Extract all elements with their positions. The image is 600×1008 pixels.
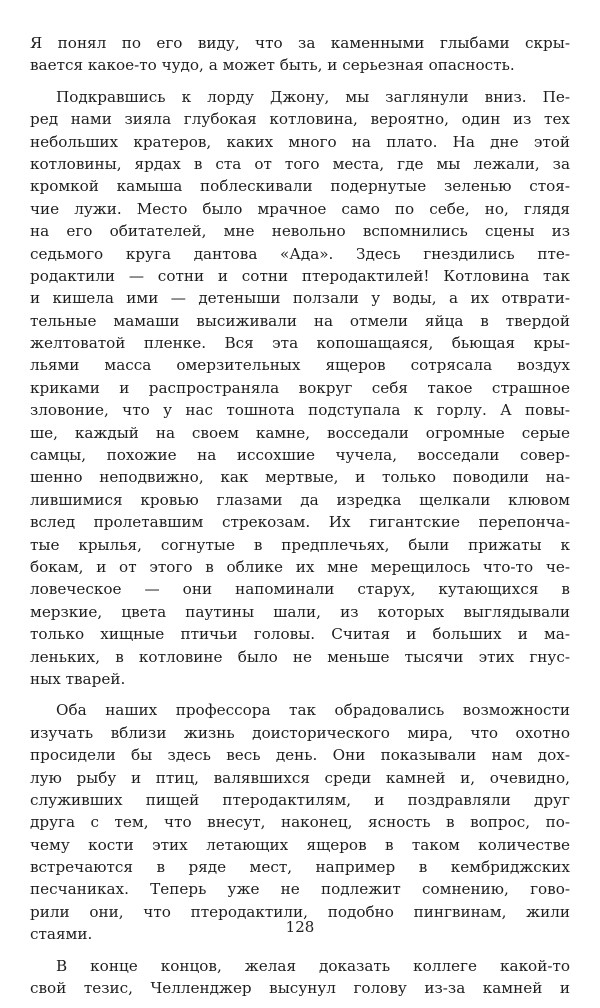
- text-line: изучать вблизи жизнь доисторического мира, что охотно: [30, 723, 570, 742]
- text-line: бокам, и от этого в облике их мне мерещилось что-то че-: [30, 557, 570, 576]
- text-line: просидели бы здесь весь день. Они показывали нам дох-: [30, 746, 570, 765]
- text-line: седьмого круга дантова «Ада». Здесь гнездились пте-: [30, 244, 570, 263]
- text-line: желтоватой пленке. Вся эта копошащаяся, бьющая кры-: [30, 334, 570, 353]
- text-line: стаями.: [30, 925, 93, 944]
- text-line: свой тезис, Челленджер высунул голову из-за камней и: [30, 979, 570, 998]
- book-page-text: [30, 32, 570, 1008]
- text-line: и кишела ими — детеныши ползали у воды, а их отврати-: [30, 289, 570, 308]
- text-line: тые крылья, согнутые в предплечьях, были прижаты к: [30, 535, 570, 554]
- text-line: чие лужи. Место было мрачное само по себе, но, глядя: [30, 199, 570, 218]
- text-line: ных тварей.: [30, 669, 126, 688]
- text-line: самцы, похожие на иссохшие чучела, восседали совер-: [30, 446, 570, 465]
- text-line: тельные мамаши высиживали на отмели яйца в твердой: [30, 311, 570, 330]
- text-line: вслед пролетавшим стрекозам. Их гигантские перепонча-: [30, 513, 570, 532]
- text-line: на его обитателей, мне невольно вспомнились сцены из: [30, 222, 570, 241]
- text-line: леньких, в котловине было не меньше тысячи этих гнус-: [30, 647, 570, 666]
- text-line: В конце концов, желая доказать коллеге какой-то: [56, 956, 570, 975]
- text-line: лую рыбу и птиц, валявшихся среди камней и, очевидно,: [30, 768, 570, 787]
- text-line: Я понял по его виду, что за каменными глыбами скры-: [30, 34, 570, 52]
- text-line: лившимися кровью глазами да изредка щелкали клювом: [30, 490, 570, 509]
- text-line: мерзкие, цвета паутины шали, из которых выглядывали: [30, 602, 570, 621]
- paragraph: [30, 32, 570, 77]
- text-line: песчаниках. Теперь уже не подлежит сомнению, гово-: [30, 880, 570, 899]
- paragraph: [30, 955, 570, 1000]
- text-line: друга с тем, что внесут, наконец, ясность в вопрос, по-: [30, 813, 570, 832]
- text-line: только хищные птичьи головы. Считая и больших и ма-: [30, 625, 570, 644]
- text-line: криками и распространяла вокруг себя такое страшное: [30, 378, 570, 397]
- text-line: встречаются в ряде мест, например в кембриджских: [30, 858, 570, 877]
- text-line: Оба наших профессора так обрадовались возможности: [56, 701, 570, 720]
- text-line: родактили — сотни и сотни птеродактилей! Котловина так: [30, 266, 570, 285]
- text-line: небольших кратеров, каких много на плато. На дне этой: [30, 132, 570, 151]
- text-line: ловеческое — они напоминали старух, кутающихся в: [30, 580, 570, 599]
- paragraph: [30, 86, 570, 691]
- text-line: зловоние, что у нас тошнота подступала к горлу. А повы-: [30, 401, 570, 420]
- text-line: шенно неподвижно, как мертвые, и только поводили на-: [30, 468, 570, 487]
- page-number: 128: [285, 918, 315, 936]
- text-line: льями масса омерзительных ящеров сотрясала воздух: [30, 356, 570, 375]
- text-line: вается какое-то чудо, а может быть, и серьезная опасность.: [30, 56, 515, 75]
- text-line: ред нами зияла глубокая котловина, вероятно, один из тех: [30, 110, 570, 129]
- text-line: котловины, ярдах в ста от того места, где мы лежали, за: [30, 154, 570, 173]
- text-line: чему кости этих летающих ящеров в таком количестве: [30, 835, 570, 854]
- text-line: кромкой камыша поблескивали подернутые зеленью стоя-: [30, 177, 570, 196]
- text-line: рили они, что птеродактили, подобно пингвинам, жили: [30, 902, 570, 921]
- text-line: Подкравшись к лорду Джону, мы заглянули вниз. Пе-: [56, 87, 570, 106]
- text-line: служивших пищей птеродактилям, и поздравляли друг: [30, 790, 570, 809]
- text-line: ше, каждый на своем камне, восседали огромные серые: [30, 423, 570, 442]
- paragraph: [30, 699, 570, 945]
